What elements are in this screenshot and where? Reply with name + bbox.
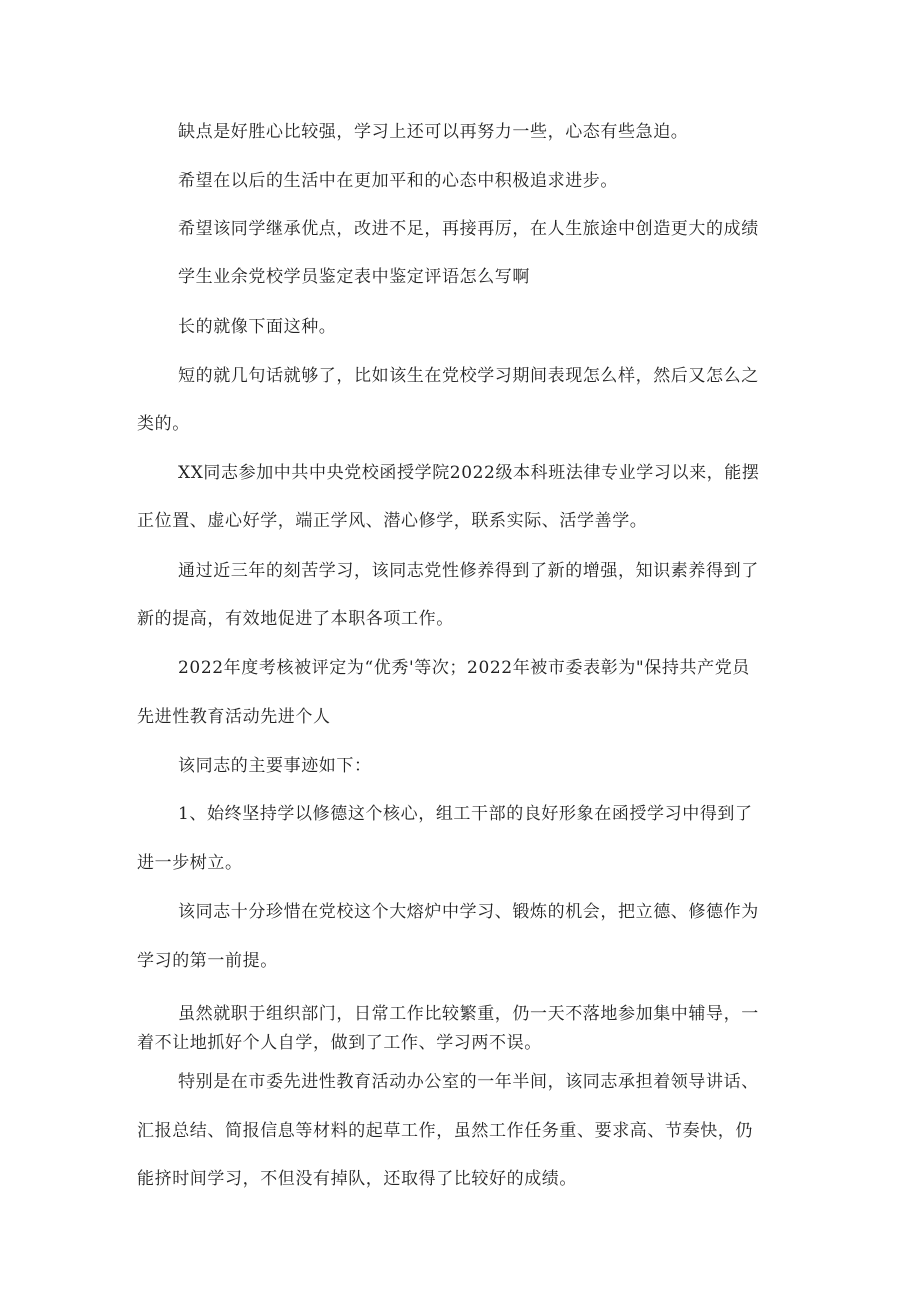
text-line: 希望该同学继承优点，改进不足，再接再厉，在人生旅途中创造更大的成绩 <box>178 219 759 239</box>
text-line: 学习的第一前提。 <box>137 951 278 971</box>
text-line: 学生业余党校学员鉴定表中鉴定评语怎么写啊 <box>178 267 530 287</box>
text-line: 短的就几句话就够了，比如该生在党校学习期间表现怎么样，然后又怎么之 <box>178 366 759 386</box>
text-line: 着不让地抓好个人自学，做到了工作、学习两不误。 <box>137 1033 542 1053</box>
text-line: 进一步树立。 <box>137 853 243 873</box>
text-line: XX同志参加中共中央党校函授学院2022级本科班法律专业学习以来，能摆 <box>178 463 760 483</box>
text-line: 缺点是好胜心比较强，学习上还可以再努力一些，心态有些急迫。 <box>178 122 689 142</box>
text-line: 长的就像下面这种。 <box>178 317 337 337</box>
text-line: 新的提高，有效地促进了本职各项工作。 <box>137 609 454 629</box>
text-line: 正位置、虚心好学，端正学风、潜心修学，联系实际、活学善学。 <box>137 511 648 531</box>
text-line: 能挤时间学习，不但没有掉队，还取得了比较好的成绩。 <box>137 1169 577 1189</box>
text-line: 希望在以后的生活中在更加平和的心态中积极追求进步。 <box>178 171 618 191</box>
text-line: 类的。 <box>137 414 190 434</box>
text-line: 先进性教育活动先进个人 <box>137 707 331 727</box>
text-line: 虽然就职于组织部门，日常工作比较繁重，仍一天不落地参加集中辅导，一 <box>178 1004 759 1024</box>
text-line: 2022年度考核被评定为“优秀'等次；2022年被市委表彰为"保持共产党员 <box>178 658 750 678</box>
text-line: 特别是在市委先进性教育活动办公室的一年半间，该同志承担着领导讲话、 <box>178 1072 759 1092</box>
text-line: 1、始终坚持学以修德这个核心，组工干部的良好形象在函授学习中得到了 <box>178 804 753 824</box>
text-line: 该同志十分珍惜在党校这个大熔炉中学习、锻炼的机会，把立德、修德作为 <box>178 902 759 922</box>
text-line: 该同志的主要事迹如下： <box>178 756 372 776</box>
text-line: 汇报总结、简报信息等材料的起草工作，虽然工作任务重、要求高、节奏快，仍 <box>137 1121 753 1141</box>
text-line: 通过近三年的刻苦学习，该同志党性修养得到了新的增强，知识素养得到了 <box>178 561 759 581</box>
